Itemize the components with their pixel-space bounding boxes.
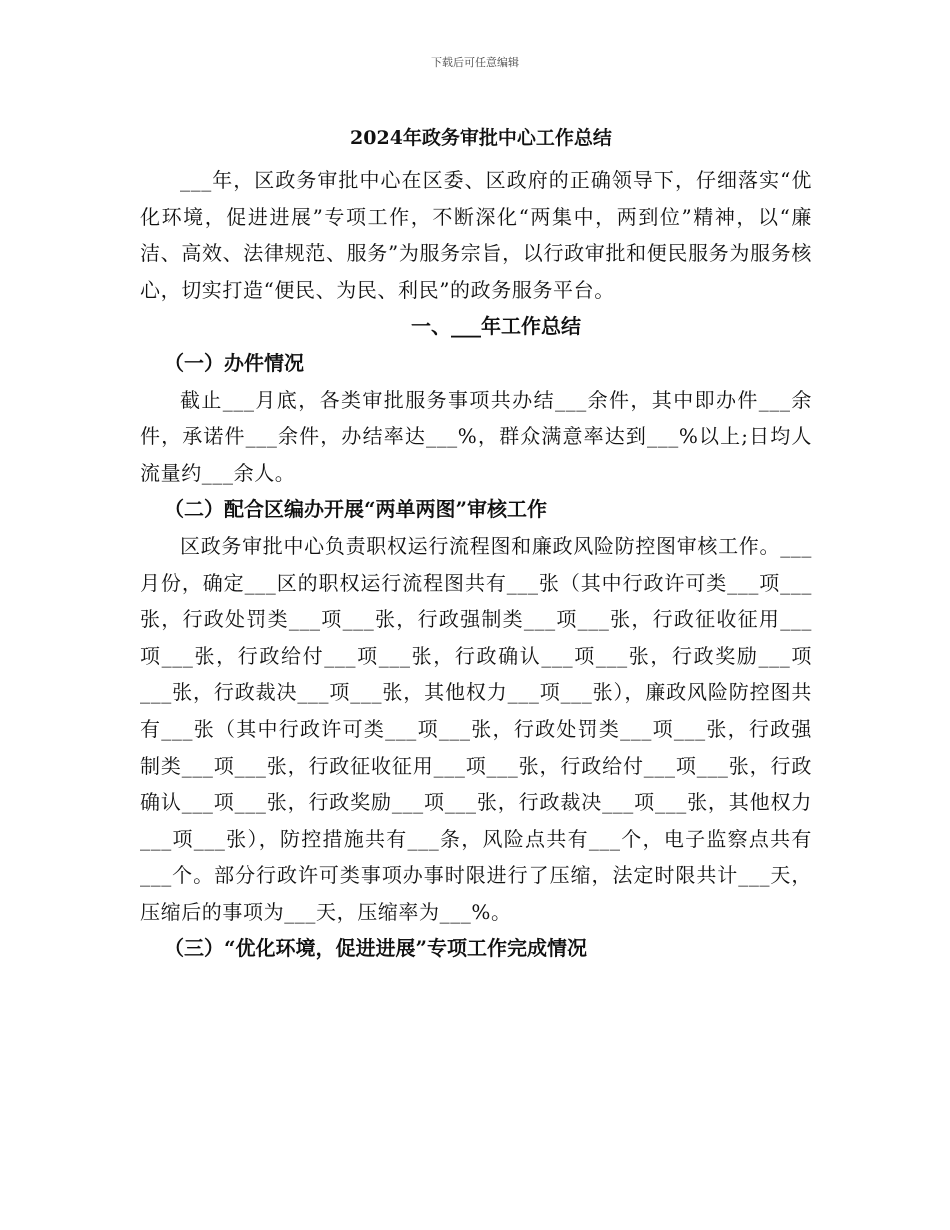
subsection-heading-3: （三）“优化环境，促进进展”专项工作完成情况 [164, 936, 588, 961]
section-heading-1: 一、___年工作总结 [411, 314, 581, 339]
page-header-note: 下载后可任意编辑 [431, 56, 519, 69]
subsection-paragraph-2: 区政务审批中心负责职权运行流程图和廉政风险防控图审核工作。___月份，确定___区的职权运行流程图共有___张（其中行政许可类___项___张，行政处罚类___项___张，行政强制类___项___张，行政征收征用___项___张，行政给付___项___张，行政确认___项___张，行政奖励___项___张，行政裁决___项___张，其他权力___项___张），廉政风险防控图共有___张（其中行政许可类___项___张，行政处罚类___项___张，行政强制类___项___张，行政征收征用___项___张，行政给付___项___张，行政确认___项___张，行政奖励___项___张，行政裁决___项___张，其他权力___项___张），防控措施共有___条，风险点共有___个，电子监察点共有___个。部分行政许可类事项办事时限进行了压缩，法定时限共计___天，压缩后的事项为___天，压缩率为___%。 [140, 533, 812, 924]
subsection-paragraph-1: 截止___月底，各类审批服务事项共办结___余件，其中即办件___余件，承诺件___余件，办结率达___%，群众满意率达到___%以上;日均人流量约___余人。 [140, 387, 812, 485]
subsection-heading-2: （二）配合区编办开展“两单两图”审核工作 [164, 497, 548, 522]
document-title: 2024年政务审批中心工作总结 [350, 127, 612, 149]
document-body [140, 120, 812, 967]
subsection-heading-1: （一）办件情况 [164, 350, 304, 375]
intro-paragraph: ___年，区政务审批中心在区委、区政府的正确领导下，仔细落实“优化环境，促进进展”专项工作，不断深化“两集中，两到位”精神，以“廉洁、高效、法律规范、服务”为服务宗旨，以行政审批和便民服务为服务核心，切实打造“便民、为民、利民”的政务服务平台。 [140, 168, 812, 302]
